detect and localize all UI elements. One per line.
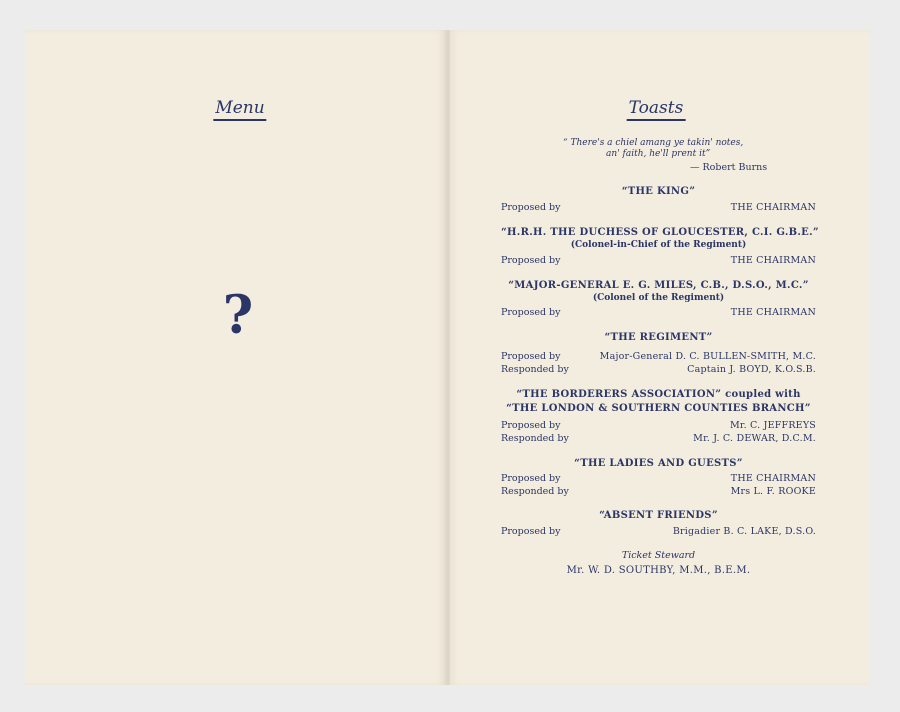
role-label: Responded by [501,486,569,497]
toast-line [501,526,816,539]
person-name: Captain J. BOYD, K.O.S.B. [687,364,816,375]
toast-title: “ABSENT FRIENDS” [599,510,718,521]
toasts-title: Toasts [627,98,686,121]
role-label: Proposed by [501,473,561,484]
toast-line [501,473,816,486]
question-mark: ? [222,285,254,346]
toast-subtitle: (Colonel-in-Chief of the Regiment) [570,240,747,250]
role-label: Responded by [501,364,569,375]
toast-line [501,202,816,215]
toast-line [501,364,816,377]
toast-title: “THE KING” [621,186,696,197]
toast-title: “H.R.H. THE DUCHESS OF GLOUCESTER, C.I. G.B.E.” [501,227,819,238]
role-label: Proposed by [501,202,561,213]
person-name: THE CHAIRMAN [730,307,816,318]
toast-title-continued: “THE LONDON & SOUTHERN COUNTIES BRANCH” [506,403,811,414]
steward-name: Mr. W. D. SOUTHBY, M.M., B.E.M. [566,565,751,576]
person-name: Mrs L. F. ROOKE [730,486,816,497]
toast-line [501,420,816,433]
toast-title: “THE BORDERERS ASSOCIATION” coupled with [516,389,801,400]
toast-title: “MAJOR-GENERAL E. G. MILES, C.B., D.S.O., M.C.” [508,280,809,291]
person-name: THE CHAIRMAN [730,202,816,213]
role-label: Proposed by [501,307,561,318]
menu-title: Menu [213,98,266,121]
toast-line [501,486,816,499]
quote-line-2: an' faith, he'll prent it” [606,149,711,159]
quote-line-1: “ There's a chiel amang ye takin' notes, [563,138,744,148]
role-label: Proposed by [501,255,561,266]
left-page [25,30,445,685]
person-name: Mr. C. JEFFREYS [729,420,816,431]
steward-label: Ticket Steward [621,550,696,561]
toast-title: “THE LADIES AND GUESTS” [574,458,743,469]
person-name: THE CHAIRMAN [730,473,816,484]
toast-line [501,255,816,268]
role-label: Responded by [501,433,569,444]
person-name: Major-General D. C. BULLEN-SMITH, M.C. [599,351,816,362]
toast-title: “THE REGIMENT” [604,332,713,343]
toast-line [501,307,816,320]
person-name: Mr. J. C. DEWAR, D.C.M. [693,433,816,444]
toast-subtitle: (Colonel of the Regiment) [592,293,725,303]
person-name: THE CHAIRMAN [730,255,816,266]
role-label: Proposed by [501,351,561,362]
person-name: Brigadier B. C. LAKE, D.S.O. [672,526,816,537]
quote-attribution: — Robert Burns [690,162,768,173]
role-label: Proposed by [501,420,561,431]
toast-line [501,433,816,446]
toast-line [501,351,816,364]
role-label: Proposed by [501,526,561,537]
